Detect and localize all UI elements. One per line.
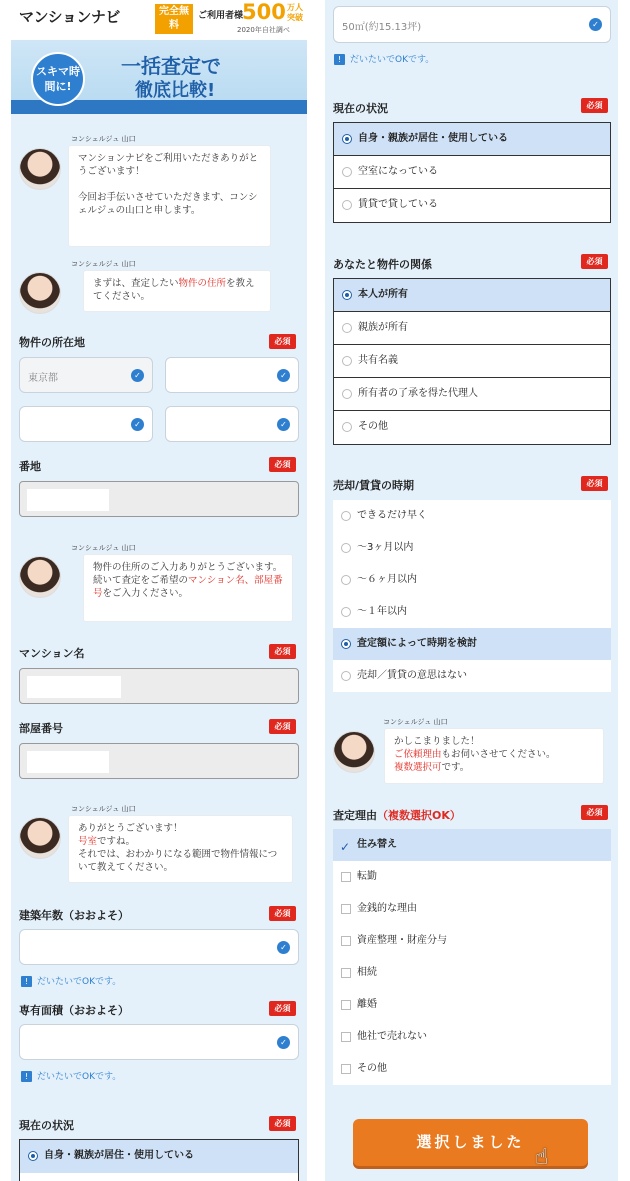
radio-icon	[341, 607, 351, 617]
mansion-name-input[interactable]	[19, 668, 299, 704]
check-icon: ✓	[589, 18, 602, 31]
reason-option[interactable]: 資産整理・財産分与	[333, 925, 611, 957]
prefecture-value: 東京都	[28, 373, 58, 384]
hint-text: ! だいたいでOKです。	[21, 974, 121, 987]
concierge-avatar	[19, 817, 61, 859]
status-label: 現在の状況	[19, 1119, 74, 1132]
status-label: 現在の状況	[333, 102, 388, 115]
status-option[interactable]: 自身・親族が居住・使用している	[334, 123, 610, 156]
radio-icon	[342, 323, 352, 333]
city-select[interactable]	[165, 357, 299, 393]
hint-text: ! だいたいでOKです。	[334, 52, 434, 65]
relation-option[interactable]: 本人が所有	[334, 279, 610, 312]
check-icon: ✓	[131, 369, 144, 382]
check-icon: ✓	[277, 1036, 290, 1049]
concierge-avatar	[19, 272, 61, 314]
reason-option[interactable]: 他社で売れない	[333, 1021, 611, 1053]
form-column-right	[325, 0, 618, 1181]
checkbox-icon	[341, 968, 351, 978]
timing-option[interactable]: ～６ヶ月以内	[333, 564, 611, 596]
logo[interactable]: マンションナビ	[19, 8, 120, 26]
reason-option[interactable]: 転勤	[333, 861, 611, 893]
radio-icon	[341, 511, 351, 521]
timing-option[interactable]: ～１年以内	[333, 596, 611, 628]
chat-bubble	[69, 146, 270, 246]
relation-options	[333, 278, 611, 445]
mansion-name-label: マンション名	[19, 647, 85, 660]
radio-icon	[341, 543, 351, 553]
required-badge: 必須	[269, 906, 296, 921]
radio-icon	[342, 200, 352, 210]
required-badge: 必須	[581, 254, 608, 269]
checkbox-icon	[341, 1000, 351, 1010]
radio-icon	[342, 134, 352, 144]
banchi-input[interactable]	[19, 481, 299, 517]
floor-area-label: 専有面積（おおよそ）	[19, 1004, 129, 1017]
radio-icon	[28, 1151, 38, 1161]
reason-option[interactable]: その他	[333, 1053, 611, 1085]
concierge-name: コンシェルジュ 山口	[71, 805, 136, 813]
status-option[interactable]: 賃貸で貸している	[334, 189, 610, 222]
concierge-avatar	[333, 731, 375, 773]
chat-bubble	[69, 816, 292, 882]
checkbox-icon	[341, 840, 351, 850]
hint-text: ! だいたいでOKです。	[21, 1069, 121, 1082]
users-count: 500	[242, 0, 286, 24]
reason-label: 査定理由（複数選択OK）	[333, 809, 461, 822]
status-options	[19, 1139, 299, 1181]
info-icon: !	[334, 54, 345, 65]
required-badge: 必須	[269, 644, 296, 659]
radio-icon	[341, 671, 351, 681]
submit-button[interactable]: 選択しました	[353, 1119, 588, 1166]
banner-headline: 一括査定で	[121, 54, 221, 78]
radio-icon	[341, 639, 351, 649]
radio-icon	[342, 356, 352, 366]
timing-option[interactable]: 売却／賃貸の意思はない	[333, 660, 611, 692]
check-icon: ✓	[277, 418, 290, 431]
reason-option[interactable]: 金銭的な理由	[333, 893, 611, 925]
header	[11, 0, 307, 40]
relation-option[interactable]: 共有名義	[334, 345, 610, 378]
required-badge: 必須	[581, 805, 608, 820]
required-badge: 必須	[269, 334, 296, 349]
checkbox-icon	[341, 904, 351, 914]
required-badge: 必須	[269, 1001, 296, 1016]
timing-option[interactable]: 査定額によって時期を検討	[333, 628, 611, 660]
radio-icon	[342, 167, 352, 177]
timing-option[interactable]: ～3ヶ月以内	[333, 532, 611, 564]
concierge-name: コンシェルジュ 山口	[71, 260, 136, 268]
timing-label: 売却/賃貸の時期	[333, 479, 415, 492]
room-number-label: 部屋番号	[19, 722, 63, 735]
check-icon: ✓	[131, 418, 144, 431]
chat-text: マンションナビをご利用いただきありがとうございます！ 今回お手伝いさせていただきます、コンシェルジュの山口と申します。	[78, 153, 259, 216]
chat-text: 物件の住所のご入力ありがとうございます。 続いて査定をご希望のマンション名、部屋番号をご入力ください。	[93, 562, 283, 599]
masked-value	[27, 489, 109, 511]
masked-value	[27, 414, 109, 436]
prefecture-select[interactable]	[19, 357, 153, 393]
reason-option[interactable]: 離婚	[333, 989, 611, 1021]
checkbox-icon	[341, 872, 351, 882]
check-icon: ✓	[277, 941, 290, 954]
reason-options	[333, 829, 611, 1085]
concierge-name: コンシェルジュ 山口	[71, 544, 136, 552]
floor-area-select[interactable]	[19, 1024, 299, 1060]
building-age-select[interactable]	[19, 929, 299, 965]
relation-option[interactable]: 親族が所有	[334, 312, 610, 345]
masked-value	[173, 414, 255, 436]
status-options	[333, 122, 611, 223]
building-age-label: 建築年数（おおよそ）	[19, 909, 129, 922]
banner-subheadline: 徹底比較!	[135, 80, 216, 101]
checkbox-icon	[341, 936, 351, 946]
relation-label: あなたと物件の関係	[333, 258, 432, 271]
timing-options	[333, 500, 611, 692]
town-select[interactable]	[19, 406, 153, 442]
chat-bubble	[84, 555, 292, 621]
reason-option[interactable]: ✓ 住み替え	[333, 829, 611, 861]
masked-value	[173, 365, 255, 387]
masked-value	[27, 751, 109, 773]
concierge-avatar	[19, 556, 61, 598]
required-badge: 必須	[269, 1116, 296, 1131]
sukima-badge: スキマ時間に!	[31, 52, 85, 106]
chat-text: かしこまりました！ ご依頼理由もお伺いさせてください。 複数選択可です。	[394, 736, 556, 773]
chat-bubble	[385, 729, 603, 783]
status-option[interactable]: 自身・親族が居住・使用している	[20, 1140, 298, 1173]
chat-text: まずは、査定したい物件の住所を教えてください。	[93, 278, 255, 302]
relation-option[interactable]: その他	[334, 411, 610, 444]
concierge-avatar	[19, 148, 61, 190]
pointer-hand-icon: ☝	[535, 1145, 549, 1170]
checkbox-icon	[341, 1032, 351, 1042]
chome-select[interactable]	[165, 406, 299, 442]
form-column-left	[11, 0, 307, 1181]
check-icon: ✓	[277, 369, 290, 382]
info-icon: !	[21, 976, 32, 987]
radio-icon	[342, 389, 352, 399]
users-suffix: 万人突破	[287, 3, 303, 22]
floor-area-value: 50㎡(約15.13坪)	[342, 22, 422, 33]
reason-option[interactable]: 相続	[333, 957, 611, 989]
room-number-input[interactable]	[19, 743, 299, 779]
masked-value	[27, 937, 179, 959]
free-badge: 完全無料	[155, 4, 193, 34]
required-badge: 必須	[269, 719, 296, 734]
hero-banner	[11, 40, 307, 114]
required-badge: 必須	[269, 457, 296, 472]
relation-option[interactable]: 所有者の了承を得た代理人	[334, 378, 610, 411]
radio-icon	[342, 422, 352, 432]
banchi-label: 番地	[19, 460, 41, 473]
checkbox-icon	[341, 1064, 351, 1074]
chat-text: ありがとうございます！ 号室ですね。 それでは、おわかりになる範囲で物件情報について教えてください。	[78, 823, 278, 873]
users-prefix: ご利用者様	[198, 11, 244, 21]
info-icon: !	[21, 1071, 32, 1082]
radio-icon	[341, 575, 351, 585]
timing-option[interactable]: できるだけ早く	[333, 500, 611, 532]
required-badge: 必須	[581, 98, 608, 113]
concierge-name: コンシェルジュ 山口	[383, 718, 448, 726]
chat-bubble	[84, 271, 270, 311]
status-option[interactable]: 空室になっている	[334, 156, 610, 189]
masked-value	[27, 676, 121, 698]
floor-area-select[interactable]	[333, 6, 611, 43]
survey-note: 2020年自社調べ	[237, 26, 290, 34]
concierge-name: コンシェルジュ 山口	[71, 135, 136, 143]
masked-value	[27, 1032, 179, 1054]
required-badge: 必須	[581, 476, 608, 491]
location-label: 物件の所在地	[19, 336, 85, 349]
radio-icon	[342, 290, 352, 300]
